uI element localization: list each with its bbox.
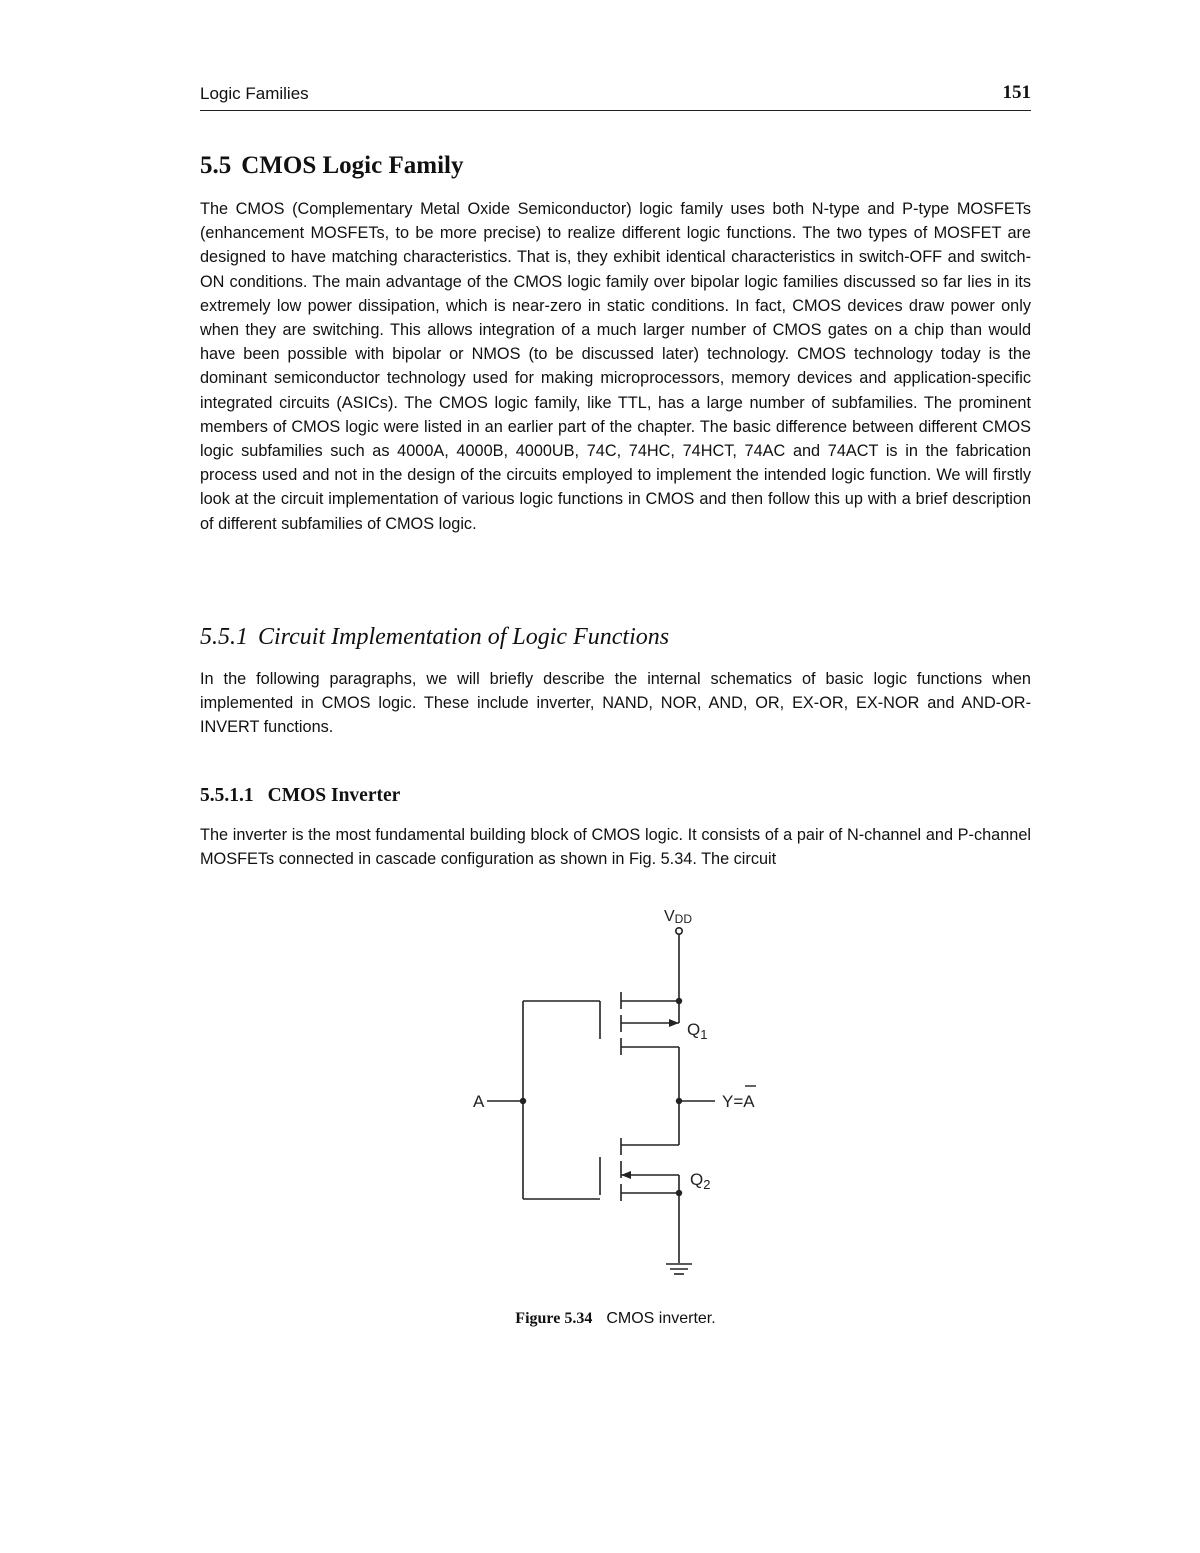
output-label: Y=A bbox=[722, 1092, 755, 1111]
output-junction bbox=[676, 1098, 682, 1104]
subsubsection-title: CMOS Inverter bbox=[267, 785, 401, 806]
vdd-terminal bbox=[676, 928, 682, 934]
q2-source-junction bbox=[676, 1190, 682, 1196]
subsection-title: Circuit Implementation of Logic Functions bbox=[258, 624, 670, 650]
subsubsection-heading bbox=[200, 785, 400, 807]
subsection-paragraph: In the following paragraphs, we will briefly describe the internal schematics of basic logic functions when implemented in CMOS logic. These include inverter, NAND, NOR, AND, OR, EX-OR, EX-NOR and AND-OR-INVERT functions. bbox=[200, 670, 1031, 737]
figure-caption-label: Figure 5.34 bbox=[515, 1310, 593, 1327]
section-heading bbox=[200, 152, 463, 180]
subsubsection-paragraph: The inverter is the most fundamental building block of CMOS logic. It consists of a pair of N-channel and P-channel MOSFETs connected in cascade configuration as shown in Fig. 5.34. The circuit bbox=[200, 826, 1031, 869]
subsubsection-number: 5.5.1.1 bbox=[200, 785, 254, 806]
q1-label: $Q_1$ bbox=[687, 1020, 708, 1042]
running-title: Logic Families bbox=[200, 84, 309, 103]
input-junction bbox=[520, 1098, 526, 1104]
page-number: 151 bbox=[1002, 82, 1031, 103]
running-header bbox=[200, 82, 1031, 111]
q1-body-arrow bbox=[669, 1019, 679, 1027]
figure-caption bbox=[0, 1310, 1200, 1328]
vdd-label: VDD bbox=[664, 908, 693, 926]
q2-label: $Q_2$ bbox=[690, 1170, 711, 1192]
subsection-number: 5.5.1 bbox=[200, 624, 248, 650]
section-number: 5.5 bbox=[200, 152, 232, 179]
q1-source-junction bbox=[676, 998, 682, 1004]
cmos-inverter-figure bbox=[440, 895, 800, 1295]
section-title: CMOS Logic Family bbox=[241, 152, 464, 179]
subsection-heading bbox=[200, 624, 669, 651]
section-paragraph: The CMOS (Complementary Metal Oxide Semiconductor) logic family uses both N-type and P-type MOSFETs (enhancement MOSFETs, to be more precise) to realize different logic functions. The two types of MOSFET are designed to have matching characteristics. That is, they exhibit identical characteristics in switch-OFF and switch-ON conditions. The main advantage of the CMOS logic family over bipolar logic families discussed so far lies in its extremely low power dissipation, which is near-zero in static conditions. In fact, CMOS devices draw power only when they are switching. This allows integration of a much larger number of CMOS gates on a chip than would have been possible with bipolar or NMOS (to be discussed later) technology. CMOS technology today is the dominant semiconductor technology used for making microprocessors, memory devices and application-specific integrated circuits (ASICs). The CMOS logic family, like TTL, has a large number of subfamilies. The prominent members of CMOS logic were listed in an earlier part of the chapter. The basic difference between different CMOS logic subfamilies such as 4000A, 4000B, 4000UB, 74C, 74HC, 74HCT, 74AC and 74ACT is in the fabrication process used and not in the design of the circuits employed to implement the intended logic function. We will firstly look at the circuit implementation of various logic functions in CMOS and then follow this up with a brief description of different subfamilies of CMOS logic. bbox=[200, 200, 1031, 533]
q2-body-arrow bbox=[621, 1171, 631, 1179]
figure-caption-text: CMOS inverter. bbox=[606, 1310, 716, 1327]
input-label: A bbox=[473, 1092, 485, 1111]
cmos-inverter-schematic bbox=[440, 895, 800, 1295]
